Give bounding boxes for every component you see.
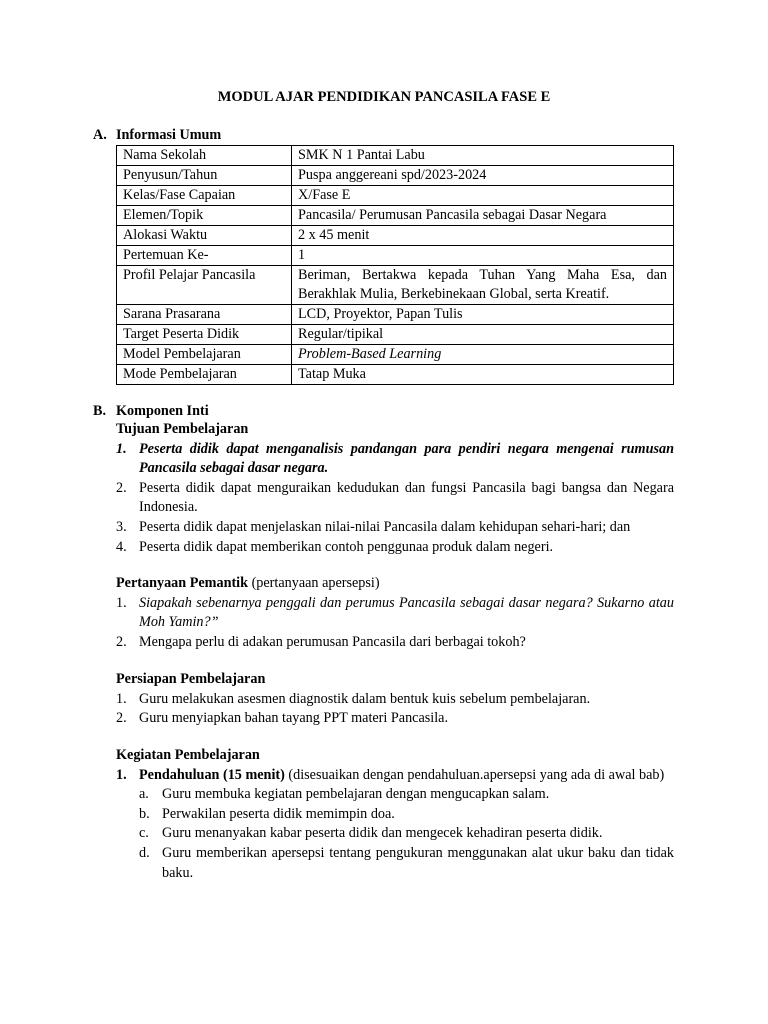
kegiatan-pembelajaran: [116, 746, 674, 883]
table-key: Profil Pelajar Pancasila: [117, 266, 292, 305]
table-row: [117, 365, 674, 385]
document-title: MODUL AJAR PENDIDIKAN PANCASILA FASE E: [217, 89, 551, 105]
persiapan-heading: Persiapan Pembelajaran: [116, 671, 266, 687]
table-row: [117, 325, 674, 345]
list-text: Peserta didik dapat menguraikan kedudukan dan fungsi Pancasila bagi bangsa dan Negara Indonesia.: [139, 479, 674, 516]
table-row: [117, 246, 674, 266]
table-row: [117, 186, 674, 206]
list-item: [116, 766, 674, 786]
table-value: X/Fase E: [292, 186, 674, 206]
pendahuluan-note: (disesuaikan dengan pendahuluan.apersepsi yang ada di awal bab): [284, 766, 665, 783]
table-key: Kelas/Fase Capaian: [117, 186, 292, 206]
list-text: Peserta didik dapat menganalisis pandangan para pendiri negara mengenai rumusan Pancasila sebagai dasar negara.: [139, 440, 674, 477]
list-number: 4.: [116, 538, 127, 555]
list-text: Peserta didik dapat menjelaskan nilai-nilai Pancasila dalam kehidupan sehari-hari; dan: [139, 518, 631, 535]
table-row: [117, 146, 674, 166]
table-value: 1: [292, 246, 674, 266]
table-row: [117, 206, 674, 226]
table-key: Penyusun/Tahun: [117, 166, 292, 186]
list-number: 2.: [116, 479, 127, 496]
table-key: Alokasi Waktu: [117, 226, 292, 246]
section-a-letter: A.: [93, 127, 107, 143]
list-number: 1.: [116, 594, 127, 611]
list-number: 2.: [116, 633, 127, 650]
table-row: [117, 166, 674, 186]
table-value: Problem-Based Learning: [292, 345, 674, 365]
pertanyaan-heading: [116, 574, 674, 594]
table-key: Elemen/Topik: [117, 206, 292, 226]
table-row: [117, 226, 674, 246]
pendahuluan-label: Pendahuluan (15 menit): [139, 766, 285, 783]
sub-list-item: [139, 785, 674, 805]
table-value: Beriman, Bertakwa kepada Tuhan Yang Maha Esa, dan Berakhlak Mulia, Berkebinekaan Global, serta Kreatif.: [292, 266, 674, 305]
section-a-title: Informasi Umum: [116, 127, 222, 143]
list-number: 1.: [116, 440, 127, 457]
kegiatan-heading: Kegiatan Pembelajaran: [116, 747, 260, 763]
list-text: Mengapa perlu di adakan perumusan Pancasila dari berbagai tokoh?: [139, 633, 526, 650]
sub-list-letter: a.: [139, 786, 149, 803]
sub-list-letter: d.: [139, 844, 150, 861]
list-number: 3.: [116, 518, 127, 535]
sub-list-item: [139, 844, 674, 883]
table-row: [117, 345, 674, 365]
table-key: Nama Sekolah: [117, 146, 292, 166]
table-value: Pancasila/ Perumusan Pancasila sebagai Dasar Negara: [292, 206, 674, 226]
persiapan-pembelajaran: [116, 670, 674, 729]
table-value: Tatap Muka: [292, 365, 674, 385]
tujuan-pembelajaran: [116, 420, 674, 557]
sub-list-letter: b.: [139, 805, 150, 822]
list-text: Siapakah sebenarnya penggali dan perumus Pancasila sebagai dasar negara? Sukarno atau Moh Yamin?”: [139, 594, 674, 631]
list-number: 2.: [116, 710, 127, 727]
list-text: Guru menyiapkan bahan tayang PPT materi Pancasila.: [139, 710, 449, 727]
section-b-title: Komponen Inti: [116, 403, 209, 419]
table-key: Sarana Prasarana: [117, 305, 292, 325]
table-value: 2 x 45 menit: [292, 226, 674, 246]
list-item: [116, 538, 674, 558]
list-text: Guru melakukan asesmen diagnostik dalam bentuk kuis sebelum pembelajaran.: [139, 690, 591, 707]
table-key: Target Peserta Didik: [117, 325, 292, 345]
section-b-heading: [93, 403, 209, 420]
pertanyaan-pemantik: [116, 574, 674, 652]
tujuan-heading: Tujuan Pembelajaran: [116, 421, 249, 437]
list-number: 1.: [116, 690, 127, 707]
list-item: [116, 594, 674, 633]
sub-list-text: Guru memberikan apersepsi tentang pengukuran menggunakan alat ukur baku dan tidak baku.: [162, 844, 674, 881]
list-item: [116, 690, 674, 710]
section-a-heading: [93, 127, 221, 144]
sub-list-text: Guru membuka kegiatan pembelajaran dengan mengucapkan salam.: [162, 786, 550, 803]
sub-list-text: Guru menanyakan kabar peserta didik dan mengecek kehadiran peserta didik.: [162, 825, 603, 842]
list-item: [116, 479, 674, 518]
list-item: [116, 709, 674, 729]
table-key: Pertemuan Ke-: [117, 246, 292, 266]
table-key: Mode Pembelajaran: [117, 365, 292, 385]
sub-list-item: [139, 805, 674, 825]
list-item: [116, 633, 674, 653]
list-item: [116, 518, 674, 538]
pertanyaan-heading-text: Pertanyaan Pemantik: [116, 575, 249, 591]
table-value: Regular/tipikal: [292, 325, 674, 345]
sub-list-letter: c.: [139, 825, 149, 842]
table-key: Model Pembelajaran: [117, 345, 292, 365]
list-item: [116, 440, 674, 479]
list-text: Peserta didik dapat memberikan contoh penggunaa produk dalam negeri.: [139, 538, 554, 555]
table-value: SMK N 1 Pantai Labu: [292, 146, 674, 166]
section-b-letter: B.: [93, 403, 107, 419]
pertanyaan-heading-note: (pertanyaan apersepsi): [251, 575, 380, 591]
sub-list-text: Perwakilan peserta didik memimpin doa.: [162, 805, 395, 822]
list-number: 1.: [116, 766, 127, 783]
sub-list-item: [139, 824, 674, 844]
informasi-umum-table: [116, 145, 674, 385]
table-row: [117, 305, 674, 325]
table-value: Puspa anggereani spd/2023-2024: [292, 166, 674, 186]
table-value: LCD, Proyektor, Papan Tulis: [292, 305, 674, 325]
table-row: [117, 266, 674, 305]
